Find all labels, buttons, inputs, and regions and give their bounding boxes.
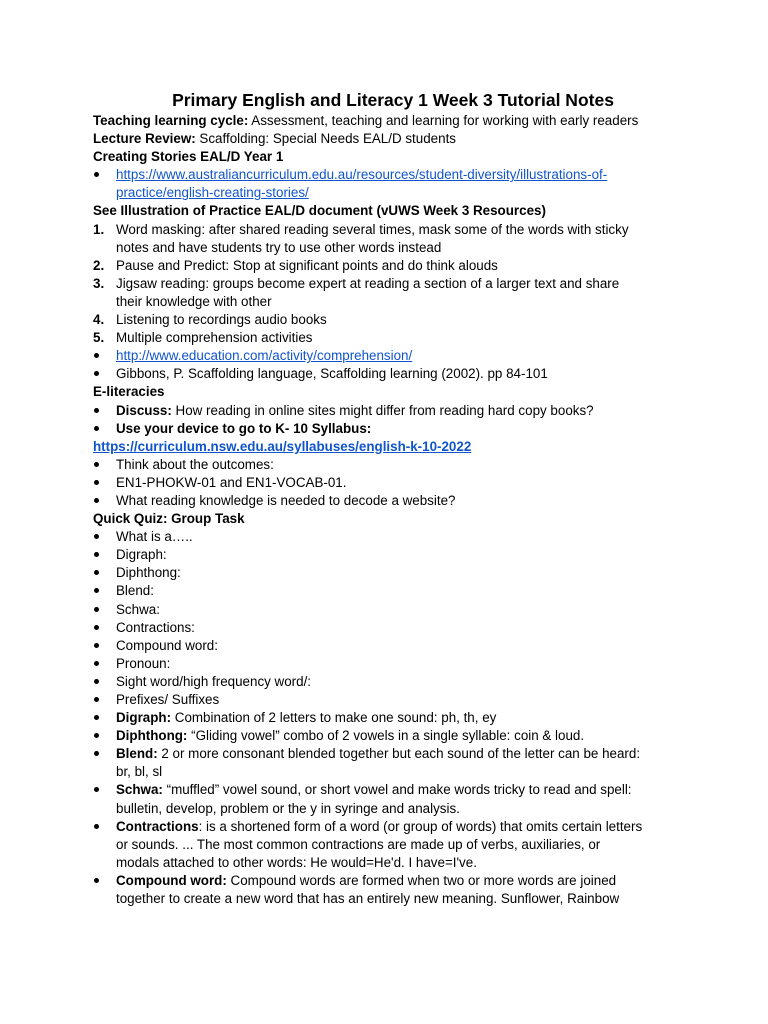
- bullet-icon: [94, 498, 99, 503]
- lecture-review-line: [93, 130, 693, 148]
- list-number: 4.: [93, 312, 105, 328]
- definitions-list: [93, 709, 693, 908]
- creating-stories-heading: Creating Stories EAL/D Year 1: [93, 149, 284, 165]
- bullet-icon: [94, 371, 99, 376]
- quick-quiz-heading: Quick Quiz: Group Task: [93, 511, 245, 527]
- bullet-icon: [94, 353, 99, 358]
- definition-term: Contractions: [116, 818, 199, 834]
- list-item: What reading knowledge is needed to decode a website?: [93, 492, 693, 510]
- definition-item: Contractions: is a shortened form of a word (or group of words) that omits certain letters or sounds. ... The most common contractions are made up of verbs, auxiliaries, or modals attached to other words: He would=He'd. I have=I've.: [93, 818, 693, 872]
- list-item: EN1-PHOKW-01 and EN1-VOCAB-01.: [93, 474, 693, 492]
- definition-term: Diphthong:: [116, 728, 188, 744]
- teaching-cycle-text: Assessment, teaching and learning for working with early readers: [248, 113, 639, 128]
- list-number: 1.: [93, 221, 105, 237]
- list-item: [93, 402, 693, 420]
- bullet-icon: [94, 679, 99, 684]
- list-item: Diphthong:: [93, 564, 693, 582]
- illustration-numbered-list: [93, 221, 693, 348]
- education-com-link[interactable]: http://www.education.com/activity/comprehension/: [116, 348, 413, 364]
- list-item: [93, 347, 693, 365]
- eliteracies-heading: E-literacies: [93, 384, 165, 400]
- gibbons-reference: Gibbons, P. Scaffolding language, Scaffolding learning (2002). pp 84-101: [116, 366, 548, 382]
- bullet-icon: [94, 751, 99, 756]
- list-item: 2. Pause and Predict: Stop at significant points and do think alouds: [93, 257, 693, 275]
- list-item: Blend:: [93, 582, 693, 600]
- list-item: 4. Listening to recordings audio books: [93, 311, 693, 329]
- list-item: [93, 365, 693, 383]
- list-item: What is a…..: [93, 528, 693, 546]
- list-number: 3.: [93, 275, 105, 291]
- bullet-icon: [94, 878, 99, 883]
- bullet-icon: [94, 715, 99, 720]
- lecture-review-label: Lecture Review:: [93, 131, 196, 147]
- bullet-icon: [94, 426, 99, 431]
- list-item: Compound word:: [93, 637, 693, 655]
- creating-stories-list: [93, 166, 693, 202]
- bullet-icon: [94, 462, 99, 467]
- list-item: 1. Word masking: after shared reading several times, mask some of the words with sticky notes and have students try to use other words instead: [93, 221, 629, 255]
- bullet-icon: [94, 625, 99, 630]
- australian-curriculum-link[interactable]: https://www.australiancurriculum.edu.au/resources/student-diversity/illustrations-of- practice/english-creating-stories/: [116, 167, 608, 201]
- bullet-icon: [94, 570, 99, 575]
- list-item: Contractions:: [93, 619, 693, 637]
- list-item: Sight word/high frequency word/:: [93, 673, 693, 691]
- illustration-bullet-list: [93, 347, 693, 383]
- list-item: Digraph:: [93, 546, 693, 564]
- page-title: Primary English and Literacy 1 Week 3 Tutorial Notes: [172, 90, 614, 110]
- discuss-text: How reading in online sites might differ from reading hard copy books?: [171, 402, 594, 418]
- bullet-icon: [94, 643, 99, 648]
- list-item: [93, 166, 693, 202]
- list-item: 5. Multiple comprehension activities: [93, 329, 693, 347]
- lecture-review-text: Scaffolding: Special Needs EAL/D students: [195, 131, 456, 147]
- discuss-label: Discuss:: [116, 402, 172, 418]
- definition-term: Blend:: [116, 746, 158, 762]
- bullet-icon: [94, 588, 99, 593]
- list-item: Pronoun:: [93, 655, 693, 673]
- list-number: 2.: [93, 257, 105, 273]
- definition-term: Schwa:: [116, 782, 163, 798]
- list-item: Schwa:: [93, 601, 693, 619]
- bullet-icon: [94, 787, 99, 792]
- definition-item: Digraph: Combination of 2 letters to make one sound: ph, th, ey: [93, 709, 693, 727]
- outcomes-list: [93, 456, 693, 510]
- bullet-icon: [94, 697, 99, 702]
- teaching-cycle-label: Teaching learning cycle:: [93, 113, 249, 128]
- eliteracies-list: [93, 402, 693, 438]
- bullet-icon: [94, 408, 99, 413]
- bullet-icon: [94, 172, 99, 177]
- list-item: Think about the outcomes:: [93, 456, 693, 474]
- definition-item: Schwa: “muffled” vowel sound, or short vowel and make words tricky to read and spell: bulletin, develop, problem or the y in syringe and analysis.: [93, 781, 693, 817]
- bullet-icon: [94, 824, 99, 829]
- list-number: 5.: [93, 330, 105, 346]
- bullet-icon: [94, 661, 99, 666]
- teaching-cycle-line: [93, 112, 693, 130]
- definition-item: Compound word: Compound words are formed when two or more words are joined together to create a new word that has an entirely new meaning. Sunflower, Rainbow: [93, 872, 693, 908]
- list-item: 3. Jigsaw reading: groups become expert at reading a section of a larger text and share their knowledge with other: [93, 275, 620, 309]
- list-item: [93, 420, 693, 438]
- nsw-syllabus-link[interactable]: https://curriculum.nsw.edu.au/syllabuses/english-k-10-2022: [93, 438, 472, 454]
- illustration-heading: See Illustration of Practice EAL/D document (vUWS Week 3 Resources): [93, 203, 546, 219]
- bullet-icon: [94, 733, 99, 738]
- document-page: [93, 89, 693, 908]
- definition-term: Digraph:: [116, 710, 172, 726]
- bullet-icon: [94, 607, 99, 612]
- bullet-icon: [94, 534, 99, 539]
- device-instruction: Use your device to go to K- 10 Syllabus:: [116, 420, 372, 436]
- bullet-icon: [94, 480, 99, 485]
- definition-item: Diphthong: “Gliding vowel” combo of 2 vowels in a single syllable: coin & loud.: [93, 727, 693, 745]
- definition-item: Blend: 2 or more consonant blended together but each sound of the letter can be heard: br, bl, sl: [93, 745, 693, 781]
- definition-term: Compound word:: [116, 872, 227, 888]
- bullet-icon: [94, 552, 99, 557]
- quiz-list: [93, 528, 693, 709]
- list-item: Prefixes/ Suffixes: [93, 691, 693, 709]
